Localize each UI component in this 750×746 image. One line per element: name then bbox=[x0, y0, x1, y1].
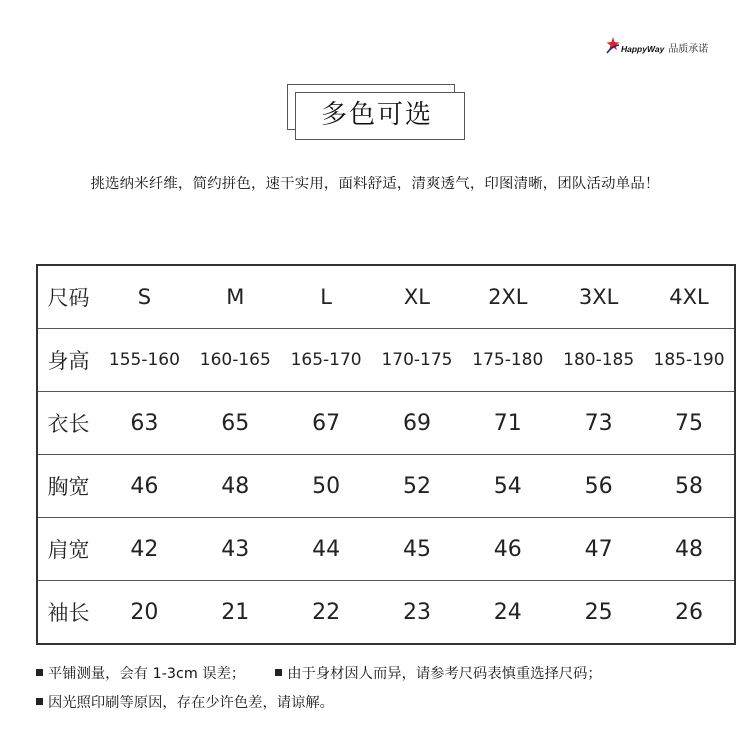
table-cell: 185-190 bbox=[644, 329, 735, 392]
table-cell: 21 bbox=[221, 599, 250, 625]
row-label: 衣长 bbox=[37, 392, 99, 455]
brand-slogan: 品质承诺 bbox=[668, 44, 709, 55]
table-cell: 65 bbox=[190, 392, 281, 455]
square-bullet-icon bbox=[275, 669, 282, 676]
star-swoosh-logo-icon bbox=[606, 36, 620, 56]
table-cell: 63 bbox=[99, 392, 190, 455]
table-cell: 26 bbox=[675, 599, 704, 625]
table-cell: 160-165 bbox=[190, 329, 281, 392]
note-text: 平铺测量，会有 1-3cm 误差； bbox=[48, 665, 246, 682]
table-cell: 180-185 bbox=[553, 329, 644, 392]
brand bbox=[606, 36, 708, 56]
table-cell: 52 bbox=[372, 455, 463, 518]
table-row bbox=[37, 455, 735, 518]
table-row bbox=[37, 518, 735, 581]
table-cell: 165-170 bbox=[281, 329, 372, 392]
title-box bbox=[287, 84, 465, 140]
table-cell: 48 bbox=[190, 455, 281, 518]
table-row bbox=[37, 392, 735, 455]
table-cell: 69 bbox=[372, 392, 463, 455]
table-cell: 56 bbox=[553, 455, 644, 518]
table-cell: 20 bbox=[130, 599, 159, 625]
table-cell: 71 bbox=[462, 392, 553, 455]
table-cell: 45 bbox=[372, 518, 463, 581]
row-label: 身高 bbox=[37, 329, 99, 392]
size-table bbox=[36, 264, 736, 645]
size-header: S bbox=[99, 265, 190, 329]
size-header: 4XL bbox=[644, 265, 735, 329]
table-cell: 24 bbox=[493, 599, 522, 625]
row-label: 肩宽 bbox=[37, 518, 99, 581]
table-cell: 58 bbox=[644, 455, 735, 518]
table-row bbox=[37, 581, 735, 645]
note-line bbox=[36, 687, 602, 716]
brand-name: HappyWay bbox=[621, 44, 665, 54]
table-cell: 67 bbox=[281, 392, 372, 455]
size-header: 2XL bbox=[462, 265, 553, 329]
table-cell: 50 bbox=[281, 455, 372, 518]
row-label: 胸宽 bbox=[37, 455, 99, 518]
table-cell: 47 bbox=[553, 518, 644, 581]
table-cell: 73 bbox=[553, 392, 644, 455]
size-header: M bbox=[190, 265, 281, 329]
table-cell: 46 bbox=[462, 518, 553, 581]
table-cell: 170-175 bbox=[372, 329, 463, 392]
table-cell: 43 bbox=[190, 518, 281, 581]
table-cell: 22 bbox=[312, 599, 341, 625]
table-cell: 46 bbox=[99, 455, 190, 518]
note-line bbox=[36, 658, 602, 687]
notes bbox=[36, 658, 602, 716]
table-cell: 75 bbox=[644, 392, 735, 455]
header-label: 尺码 bbox=[37, 265, 99, 329]
intro-text: 挑选纳米纤维，简约拼色，速干实用，面料舒适，清爽透气，印图清晰，团队活动单品！ bbox=[90, 176, 660, 192]
table-header-row bbox=[37, 265, 735, 329]
square-bullet-icon bbox=[36, 669, 43, 676]
note-text: 由于身材因人而异，请参考尺码表慎重选择尺码； bbox=[287, 665, 602, 682]
size-header: 3XL bbox=[553, 265, 644, 329]
table-cell: 23 bbox=[402, 599, 431, 625]
page-title: 多色可选 bbox=[320, 100, 433, 130]
table-cell: 44 bbox=[281, 518, 372, 581]
table-cell: 42 bbox=[99, 518, 190, 581]
row-label: 袖长 bbox=[47, 601, 90, 625]
table-cell: 175-180 bbox=[462, 329, 553, 392]
table-cell: 25 bbox=[584, 599, 613, 625]
size-header: XL bbox=[372, 265, 463, 329]
table-cell: 155-160 bbox=[99, 329, 190, 392]
note-text: 因光照印刷等原因，存在少许色差，请谅解。 bbox=[48, 694, 334, 711]
size-header: L bbox=[281, 265, 372, 329]
square-bullet-icon bbox=[36, 698, 43, 705]
table-row bbox=[37, 329, 735, 392]
table-cell: 48 bbox=[644, 518, 735, 581]
table-cell: 54 bbox=[462, 455, 553, 518]
